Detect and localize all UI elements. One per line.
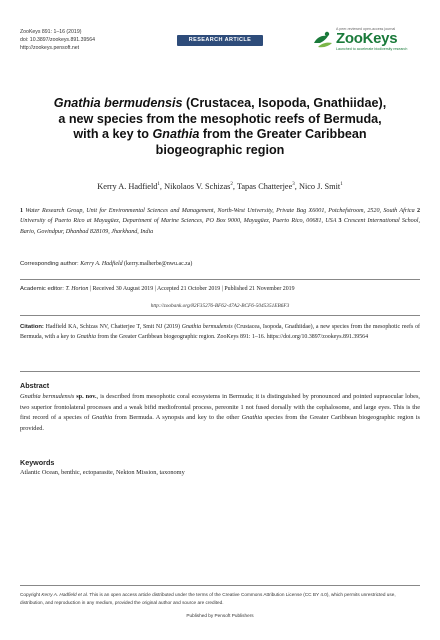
journal-meta <box>20 28 95 52</box>
affiliations <box>20 206 420 237</box>
citation-text-end: from the Greater Caribbean biogeographic region. ZooKeys 891: 1–16. <box>95 334 267 341</box>
title-species-name: Gnathia bermudensis <box>53 96 183 110</box>
abstract-heading: Abstract <box>20 381 50 390</box>
affiliation-text: Crescent International School, Bario, Govindpur, Dhanbad 828109, Jharkhand, India <box>20 218 420 235</box>
citation-genus: Gnathia <box>76 334 96 341</box>
author-separator: , <box>232 182 237 191</box>
journal-reference: ZooKeys 891: 1–16 (2019) <box>20 29 82 35</box>
affiliation-text: University of Puerto Rico at Mayagüez, Department of Marine Sciences, PO Box 9000, Mayagüez, Puerto Rico, 00681, USA <box>20 218 339 225</box>
publication-dates: | Received 30 August 2019 | Accepted 21 October 2019 | Published 21 November 2019 <box>88 286 295 292</box>
citation-text: (Crustacea, Isopoda, Gnathiidae), a new species from the mesophotic reefs of Bermuda, with a key to <box>20 324 420 341</box>
corresponding-author <box>20 261 420 267</box>
title-line3-pre: with a key to <box>73 127 153 141</box>
corresponding-name: Kerry A. Hadfield <box>80 261 123 267</box>
publisher-footer: Published by Pensoft Publishers <box>186 613 254 618</box>
logo-brand-name: ZooKeys <box>336 30 398 47</box>
author-name[interactable]: Tapas Chatterjee <box>236 182 293 191</box>
citation-authors: Hadfield KA, Schizas NV, Chatterjee T, Smit NJ (2019) <box>43 324 182 330</box>
affiliation-number: 2 <box>416 208 420 214</box>
divider <box>20 371 420 372</box>
author-name[interactable]: Nikolaos V. Schizas <box>164 182 231 191</box>
zookeys-logo-icon <box>312 29 334 51</box>
abstract-genus: Gnathia <box>91 414 113 422</box>
abstract-sentence: from Bermuda. A synopsis and key to the other <box>112 414 242 422</box>
keywords-heading: Keywords <box>20 458 55 467</box>
abstract-sp-nov: sp. nov. <box>74 393 97 400</box>
copyright-notice <box>20 591 420 606</box>
editor-name: T. Horton <box>65 286 89 292</box>
title-line4: biogeographic region <box>155 142 285 157</box>
logo-tagline-bottom: Launched to accelerate biodiversity research <box>336 47 408 51</box>
license-text: This is an open access article distributed under the terms of the Creative Commons Attribution License (CC BY 4.0), which permits unrestricted use, distribution, and reproduction in any medium, provided the original author and source are credited. <box>20 592 396 605</box>
copyright-holder: Kerry A. Hadfield et al. <box>41 592 89 597</box>
author-name[interactable]: Kerry A. Hadfield <box>97 182 158 191</box>
article-title <box>44 96 396 158</box>
journal-url-link[interactable]: http://zookeys.pensoft.net <box>20 45 80 51</box>
title-line2: a new species from the mesophotic reefs of Bermuda, <box>58 111 382 126</box>
affiliation-text: Water Research Group, Unit for Environmental Sciences and Management, North-West University, Private Bag X6001, Potchefstroom, 2520, South Africa <box>23 208 417 214</box>
affiliation-marker: 1 <box>157 182 160 188</box>
article-type-badge: RESEARCH ARTICLE <box>177 35 263 46</box>
author-name[interactable]: Nico J. Smit <box>298 182 341 191</box>
keywords-text: Atlantic Ocean, benthic, ectoparasite, Nekton Mission, taxonomy <box>20 469 185 476</box>
citation-label: Citation: <box>20 324 44 330</box>
affiliation-marker: 1 <box>340 182 343 188</box>
abstract-genus: Gnathia <box>241 414 263 422</box>
affiliation-marker: 2 <box>230 182 233 188</box>
title-line3-post: from the Greater Caribbean <box>199 127 367 141</box>
abstract-text <box>20 392 420 434</box>
citation-species: Gnathia bermudensis <box>181 324 233 330</box>
doi-text: doi: 10.3897/zookeys.891.39564 <box>20 37 95 43</box>
divider <box>20 585 420 586</box>
corresponding-email[interactable]: (kerry.malherbe@nwu.ac.za) <box>122 261 193 267</box>
abstract-sentence: species from the Greater Caribbean biogeographic region is provided. <box>20 414 420 432</box>
zookeys-logo[interactable] <box>312 27 416 53</box>
affiliation-number: 3 <box>338 218 342 225</box>
author-separator: , <box>294 182 299 191</box>
editor-label: Academic editor: <box>20 286 66 292</box>
citation-block <box>20 322 420 343</box>
editorial-dates <box>20 286 420 292</box>
citation-doi-link[interactable]: https://doi.org/10.3897/zookeys.891.39564 <box>266 334 369 341</box>
divider <box>20 279 420 280</box>
affiliation-number: 1 <box>20 208 24 214</box>
abstract-species: Gnathia bermudensis <box>20 393 75 400</box>
author-list <box>20 182 420 191</box>
logo-tagline-top: A peer-reviewed open-access journal <box>336 27 396 31</box>
affiliation-marker: 3 <box>292 182 295 188</box>
corresponding-label: Corresponding author: <box>20 261 81 267</box>
author-separator: , <box>159 182 165 191</box>
divider <box>20 315 420 316</box>
copyright-prefix: Copyright <box>20 592 42 597</box>
zoobank-lsid-link[interactable]: http://zoobank.org/82F35276-BF62-47A2-BCF6-5045351EB6F3 <box>150 303 290 309</box>
title-genus: Gnathia <box>152 127 200 141</box>
title-line1: (Crustacea, Isopoda, Gnathiidae), <box>182 96 387 110</box>
abstract-sentence: , is described from mesophotic coral ecosystems in Bermuda; it is distinguished by pronounced and pointed supraocular lobes, two superior frontolateral processes and a weak bifid mediofrontal process, pereonite 1 not fused dorsally with the cephalosome, and large eyes. This is the first record of a species of <box>20 393 421 422</box>
